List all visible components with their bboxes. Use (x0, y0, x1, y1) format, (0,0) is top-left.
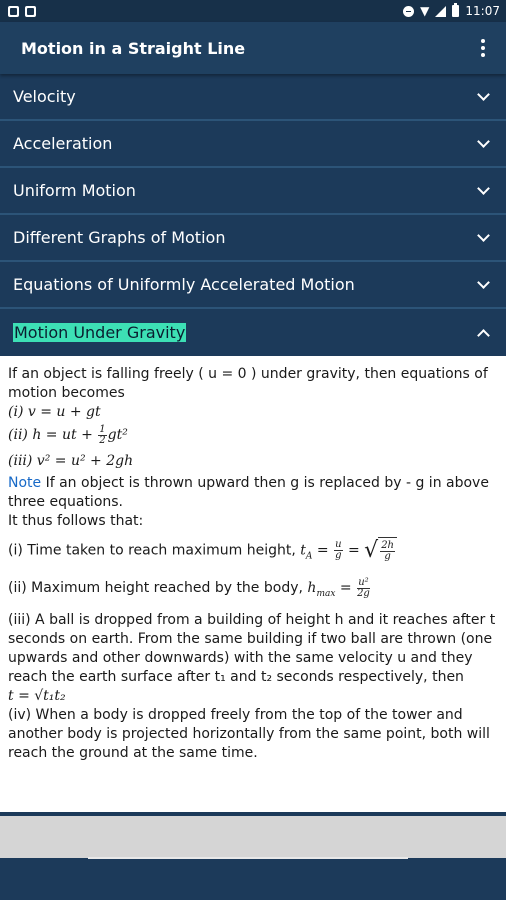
chevron-down-icon (477, 276, 490, 289)
section-label: Uniform Motion (13, 181, 136, 200)
battery-icon (452, 5, 459, 17)
equation-2: (ii) h = ut + $\frac{1}{2}$ gt² (8, 423, 128, 446)
app-notification-icon (25, 6, 36, 17)
footer-band (0, 816, 506, 858)
section-motion-under-gravity[interactable] (0, 309, 506, 356)
wifi-icon: ▼ (420, 4, 430, 18)
section-velocity[interactable] (0, 74, 506, 121)
max-height: (ii) Maximum height reached by the body, $h_{max}$ = $\frac{\text{u²}}{2g}$ (8, 576, 370, 600)
overflow-menu-icon[interactable] (474, 39, 492, 57)
chevron-up-icon (477, 329, 490, 342)
note-label: Note (8, 475, 42, 491)
do-not-disturb-icon (403, 6, 414, 17)
equation-3: (iii) v² = u² + 2gh (8, 453, 134, 469)
result-iii: t = √t₁t₂ (8, 688, 66, 705)
navigation-bar (0, 858, 506, 900)
section-acceleration[interactable] (0, 121, 506, 168)
paragraph-iii: (iii) A ball is dropped from a building of height h and it reaches after t seconds on earth. From the same building if two ball are thrown (one upwards and other downwards) with the same velocity u and they reach the earth surface after t₁ and t₂ seconds respectively, then (8, 612, 496, 686)
section-label: Velocity (13, 87, 76, 106)
section-list (0, 74, 506, 356)
signal-icon (435, 6, 446, 17)
chevron-down-icon (477, 182, 490, 195)
section-label: Different Graphs of Motion (13, 228, 226, 247)
chevron-down-icon (477, 88, 490, 101)
section-label: Equations of Uniformly Accelerated Motion (13, 275, 355, 294)
section-equations-of-motion[interactable] (0, 262, 506, 309)
section-label: Acceleration (13, 134, 113, 153)
app-bar (0, 22, 506, 74)
section-uniform-motion[interactable] (0, 168, 506, 215)
section-graphs-of-motion[interactable] (0, 215, 506, 262)
section-content (0, 356, 506, 812)
sqrt-symbol: √ $\frac{2h}{g}$ (364, 537, 397, 564)
chevron-down-icon (477, 229, 490, 242)
status-time: 11:07 (465, 4, 500, 18)
note-paragraph: Note If an object is thrown upward then g is replaced by - g in above three equations. (8, 475, 489, 510)
equation-1: (i) v = u + gt (8, 404, 101, 420)
home-indicator[interactable] (88, 857, 408, 859)
chevron-down-icon (477, 135, 490, 148)
status-bar (0, 0, 506, 22)
image-notification-icon (8, 6, 19, 17)
page-title: Motion in a Straight Line (21, 38, 246, 58)
time-max-height: (i) Time taken to reach maximum height, $t_A$ = $\frac{u}{g}$ = √ $\frac{2h}{g}$ (8, 537, 498, 569)
section-label: Motion Under Gravity (14, 323, 186, 342)
follows-text: It thus follows that: (8, 513, 144, 529)
intro-text: If an object is falling freely ( u = 0 ) under gravity, then equations of motion becomes (8, 366, 488, 401)
paragraph-iv: (iv) When a body is dropped freely from the top of the tower and another body is projected horizontally from the same point, both will reach the ground at the same time. (8, 707, 490, 762)
